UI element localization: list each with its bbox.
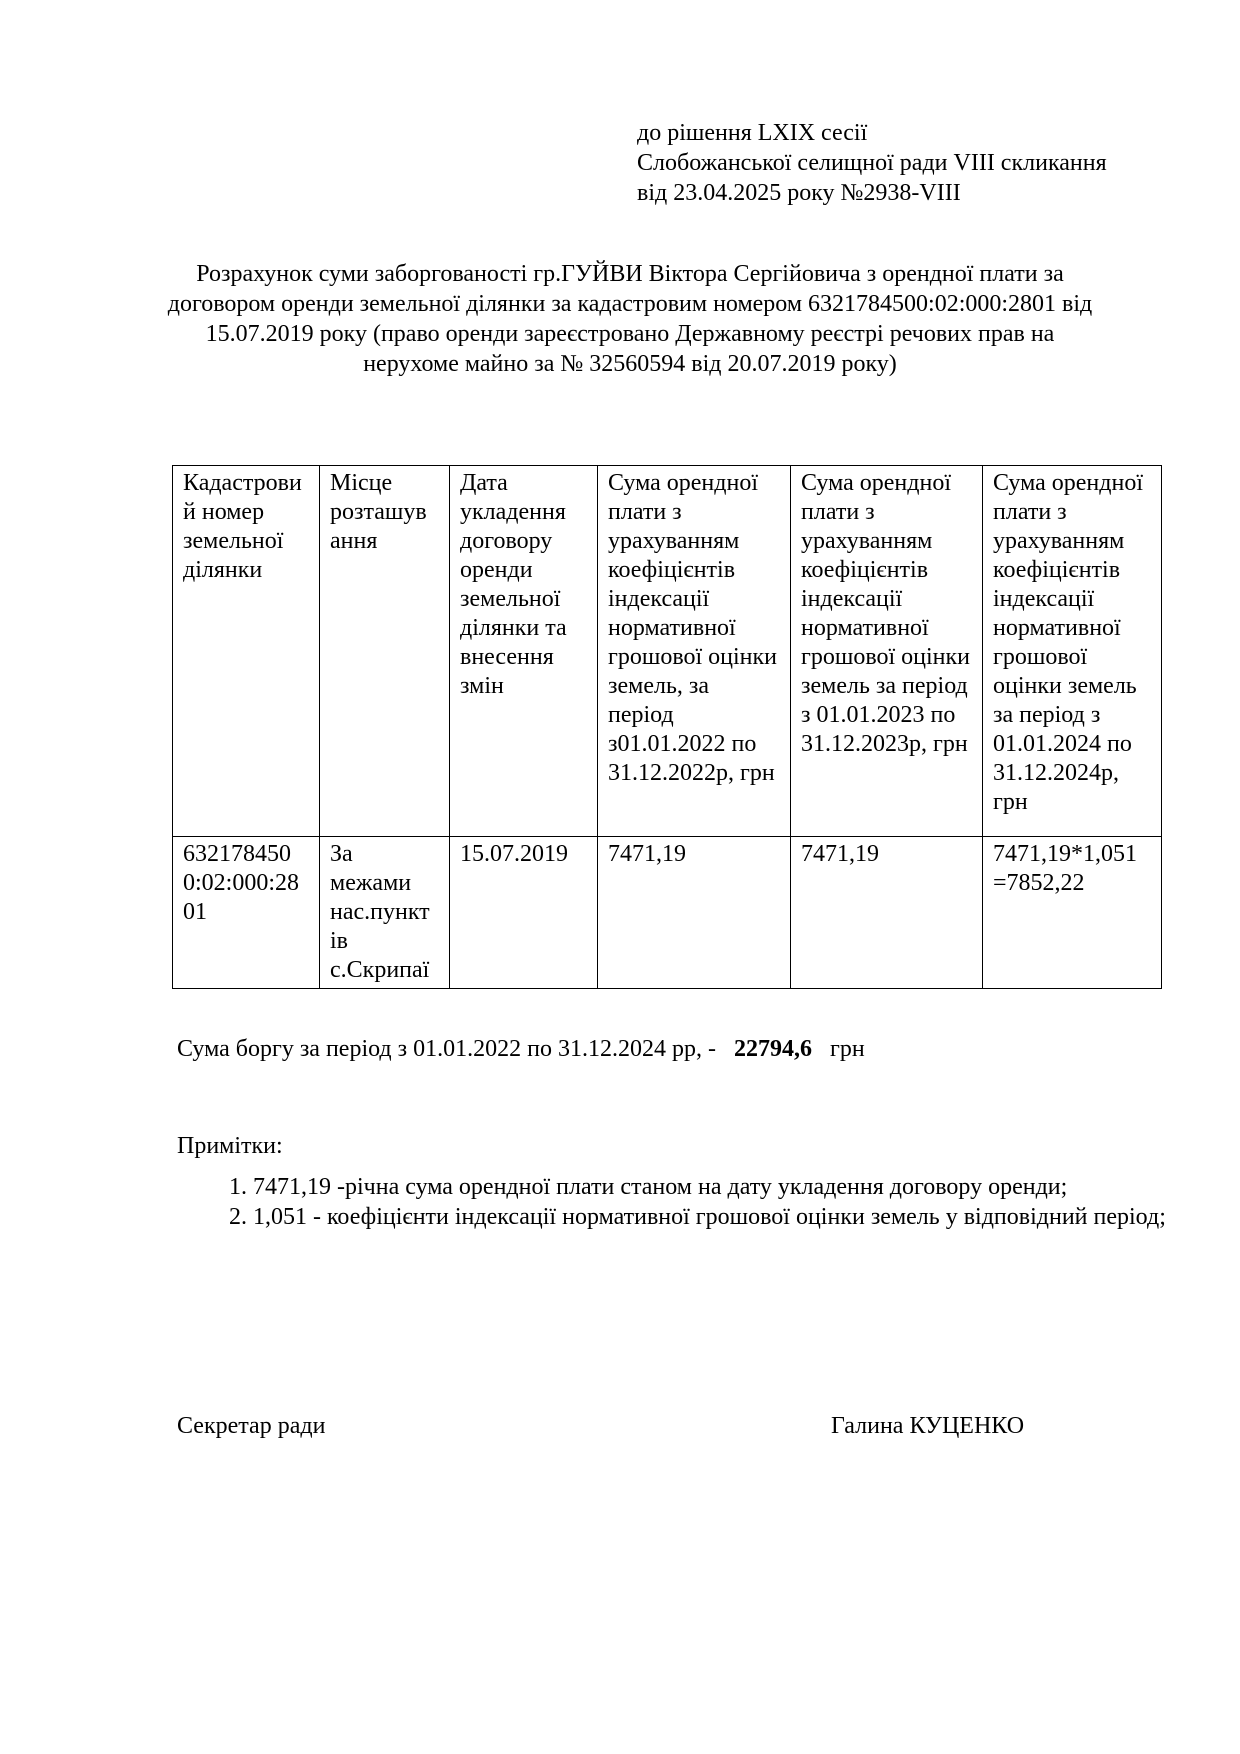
header-rent-2023: Сума орендної плати з урахуванням коефіцієнтів індексації нормативної грошової оцінки земель за період з 01.01.2023 по 31.12.2023р, грн [791,466,983,837]
signature-position: Секретар ради [177,1413,326,1439]
document-title [150,259,1110,379]
title-line-3: 15.07.2019 року (право оренди зареєстровано Державному реєстрі речових прав на [205,321,1055,347]
title-line-1: Розрахунок суми заборгованості гр.ГУЙВИ Віктора Сергійовича з орендної плати за [196,261,1064,287]
debt-amount: 22794,6 [733,1036,812,1062]
debt-calculation-table [172,465,1162,989]
debt-label: Сума боргу за період з 01.01.2022 по 31.12.2024 рр, - [177,1036,716,1062]
cell-location: За межами нас.пункт ів с.Скрипаї [320,837,450,989]
notes-list [177,1172,1213,1232]
table-header-row [173,466,1162,837]
header-rent-2024: Сума орендної плати з урахуванням коефіцієнтів індексації нормативної грошової оцінки земель за період з 01.01.2024 по 31.12.2024р, грн [983,466,1162,837]
cell-cadastral-number: 6321784500:02:000:2801 [173,837,320,989]
cell-rent-2023: 7471,19 [791,837,983,989]
table-row [173,837,1162,989]
cell-rent-2022: 7471,19 [598,837,791,989]
header-rent-2022: Сума орендної плати з урахуванням коефіцієнтів індексації нормативної грошової оцінки земель, за період з01.01.2022 по 31.12.2022р, грн [598,466,791,837]
debt-summary [177,1034,865,1064]
header-contract-date: Дата укладення договору оренди земельної ділянки та внесення змін [450,466,598,837]
list-item: 2. 1,051 - коефіцієнти індексації нормативної грошової оцінки земель у відповідний період; [253,1202,1213,1232]
notes-title: Примітки: [177,1133,283,1159]
debt-currency: грн [829,1036,865,1062]
signature-name: Галина КУЦЕНКО [831,1413,1025,1439]
decision-reference-line-3: від 23.04.2025 року №2938-VIII [637,180,961,206]
title-line-2: договором оренди земельної ділянки за кадастровим номером 6321784500:02:000:2801 від [167,291,1093,317]
header-location: Місце розташув ання [320,466,450,837]
decision-reference-line-1: до рішення LXIX сесії [637,120,868,146]
decision-reference [637,118,1107,208]
cell-rent-2024: 7471,19*1,051 =7852,22 [983,837,1162,989]
title-line-4: нерухоме майно за № 32560594 від 20.07.2019 року) [363,351,897,377]
cell-contract-date: 15.07.2019 [450,837,598,989]
list-item: 1. 7471,19 -річна сума орендної плати станом на дату укладення договору оренди; [253,1172,1213,1202]
header-cadastral-number: Кадастрови й номер земельної ділянки [173,466,320,837]
decision-reference-line-2: Слобожанської селищної ради VIII скликання [637,150,1107,176]
